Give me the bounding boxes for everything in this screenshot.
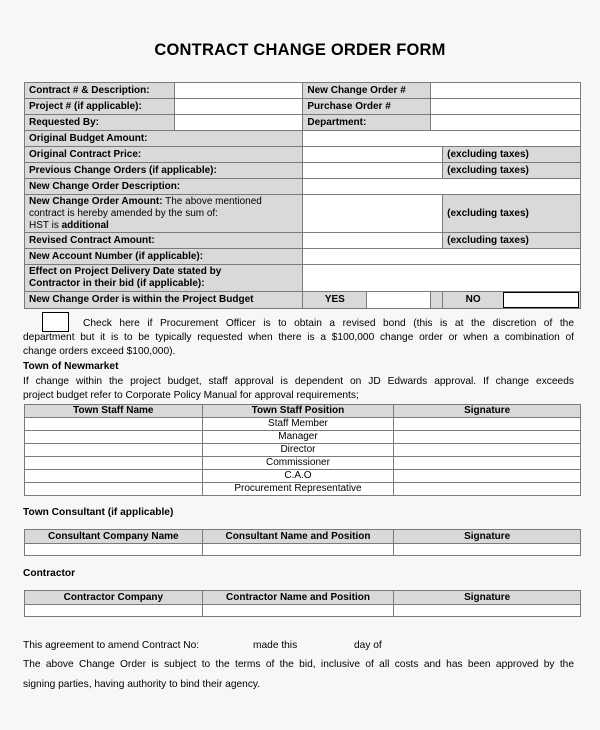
consultant-company-header: Consultant Company Name [25, 530, 203, 544]
contractor-heading: Contractor [23, 568, 76, 579]
staff-name-field[interactable] [25, 444, 203, 457]
previous-orders-field[interactable] [303, 163, 443, 179]
new-description-label: New Change Order Description: [25, 179, 303, 195]
no-field[interactable] [503, 292, 579, 308]
staff-name-field[interactable] [25, 470, 203, 483]
revised-amount-field[interactable] [303, 233, 443, 249]
original-price-field[interactable] [303, 147, 443, 163]
yes-field[interactable] [367, 292, 431, 309]
no-label [431, 292, 443, 309]
contractor-signature-header: Signature [394, 591, 581, 605]
original-budget-label: Original Budget Amount: [25, 131, 303, 147]
bond-text-line3: change orders exceed $100,000). [23, 346, 176, 357]
staff-position-cell: C.A.O [202, 470, 394, 483]
consultant-signature-header: Signature [394, 530, 581, 544]
excluding-taxes-label: (excluding taxes) [443, 147, 581, 163]
signature-field[interactable] [394, 457, 581, 470]
signature-field[interactable] [394, 483, 581, 496]
new-account-field[interactable] [303, 249, 581, 265]
agreement-contract-no-text: This agreement to amend Contract No: [23, 640, 200, 651]
consultant-name-header: Consultant Name and Position [202, 530, 394, 544]
bond-text-line2: department but it is to be typically requested when there is a $100,000 change order or when a combination of [23, 332, 574, 343]
original-price-label: Original Contract Price: [25, 147, 303, 163]
staff-name-header: Town Staff Name [25, 405, 203, 418]
consultant-signature-field[interactable] [394, 544, 581, 556]
signature-field[interactable] [394, 444, 581, 457]
staff-position-cell: Staff Member [202, 418, 394, 431]
purchase-order-number-label: Purchase Order # [303, 99, 431, 115]
contractor-company-field[interactable] [25, 605, 203, 617]
project-number-label: Project # (if applicable): [25, 99, 175, 115]
staff-name-field[interactable] [25, 483, 203, 496]
agreement-made-this-text: made this [253, 640, 298, 651]
newmarket-heading: Town of Newmarket [23, 361, 119, 372]
revised-amount-label: Revised Contract Amount: [25, 233, 303, 249]
signature-field[interactable] [394, 470, 581, 483]
contract-description-label: Contract # & Description: [25, 83, 175, 99]
project-number-field[interactable] [174, 99, 303, 115]
excluding-taxes-label: (excluding taxes) [443, 195, 581, 233]
agreement-authority-line: signing parties, having authority to bind their agency. [23, 679, 261, 690]
newmarket-text-line2: project budget refer to Corporate Policy Manual for approval requirements; [23, 390, 359, 401]
contractor-table [24, 590, 581, 617]
contract-details-table [24, 82, 581, 309]
requested-by-field[interactable] [174, 115, 303, 131]
excluding-taxes-label: (excluding taxes) [443, 233, 581, 249]
contractor-name-field[interactable] [202, 605, 394, 617]
new-description-field[interactable] [303, 179, 581, 195]
new-change-order-number-field[interactable] [431, 83, 581, 99]
staff-name-field[interactable] [25, 418, 203, 431]
signature-field[interactable] [394, 431, 581, 444]
department-label: Department: [303, 115, 431, 131]
signature-field[interactable] [394, 418, 581, 431]
staff-position-cell: Procurement Representative [202, 483, 394, 496]
consultant-company-field[interactable] [25, 544, 203, 556]
delivery-date-effect-field[interactable] [303, 265, 581, 292]
new-change-order-number-label: New Change Order # [303, 83, 431, 99]
staff-name-field[interactable] [25, 431, 203, 444]
consultant-name-field[interactable] [202, 544, 394, 556]
signature-header: Signature [394, 405, 581, 418]
agreement-day-of-text: day of [354, 640, 382, 651]
excluding-taxes-label: (excluding taxes) [443, 163, 581, 179]
contractor-name-header: Contractor Name and Position [202, 591, 394, 605]
newmarket-text-line1: If change within the project budget, staff approval is dependent on JD Edwards approval. If change exceeds [23, 376, 574, 387]
staff-position-cell: Director [202, 444, 394, 457]
bond-text-line1: Check here if Procurement Officer is to obtain a revised bond (this is at the discretion of the [83, 318, 574, 329]
new-amount-label: New Change Order Amount: The above mentioned contract is hereby amended by the sum of: HST is additional [25, 195, 303, 233]
consultant-table [24, 529, 581, 556]
within-budget-label: New Change Order is within the Project Budget [25, 292, 303, 309]
form-title: CONTRACT CHANGE ORDER FORM [154, 41, 446, 59]
new-account-label: New Account Number (if applicable): [25, 249, 303, 265]
agreement-terms-line: The above Change Order is subject to the terms of the bid, inclusive of all costs and has been approved by the [23, 659, 574, 670]
department-field[interactable] [431, 115, 581, 131]
requested-by-label: Requested By: [25, 115, 175, 131]
staff-name-field[interactable] [25, 457, 203, 470]
no-label-text: NO [465, 294, 481, 305]
staff-position-cell: Manager [202, 431, 394, 444]
original-budget-field[interactable] [303, 131, 581, 147]
new-amount-field[interactable] [303, 195, 443, 233]
delivery-date-effect-label: Effect on Project Delivery Date stated by Contractor in their bid (if applicable): [25, 265, 303, 292]
staff-position-header: Town Staff Position [202, 405, 394, 418]
contractor-signature-field[interactable] [394, 605, 581, 617]
no-cell [443, 292, 581, 309]
previous-orders-label: Previous Change Orders (if applicable): [25, 163, 303, 179]
town-staff-table [24, 404, 581, 496]
staff-position-cell: Commissioner [202, 457, 394, 470]
yes-label: YES [303, 292, 367, 309]
contractor-company-header: Contractor Company [25, 591, 203, 605]
purchase-order-number-field[interactable] [431, 99, 581, 115]
revised-bond-checkbox[interactable] [42, 312, 69, 332]
consultant-heading: Town Consultant (if applicable) [23, 507, 174, 518]
contract-description-field[interactable] [174, 83, 303, 99]
